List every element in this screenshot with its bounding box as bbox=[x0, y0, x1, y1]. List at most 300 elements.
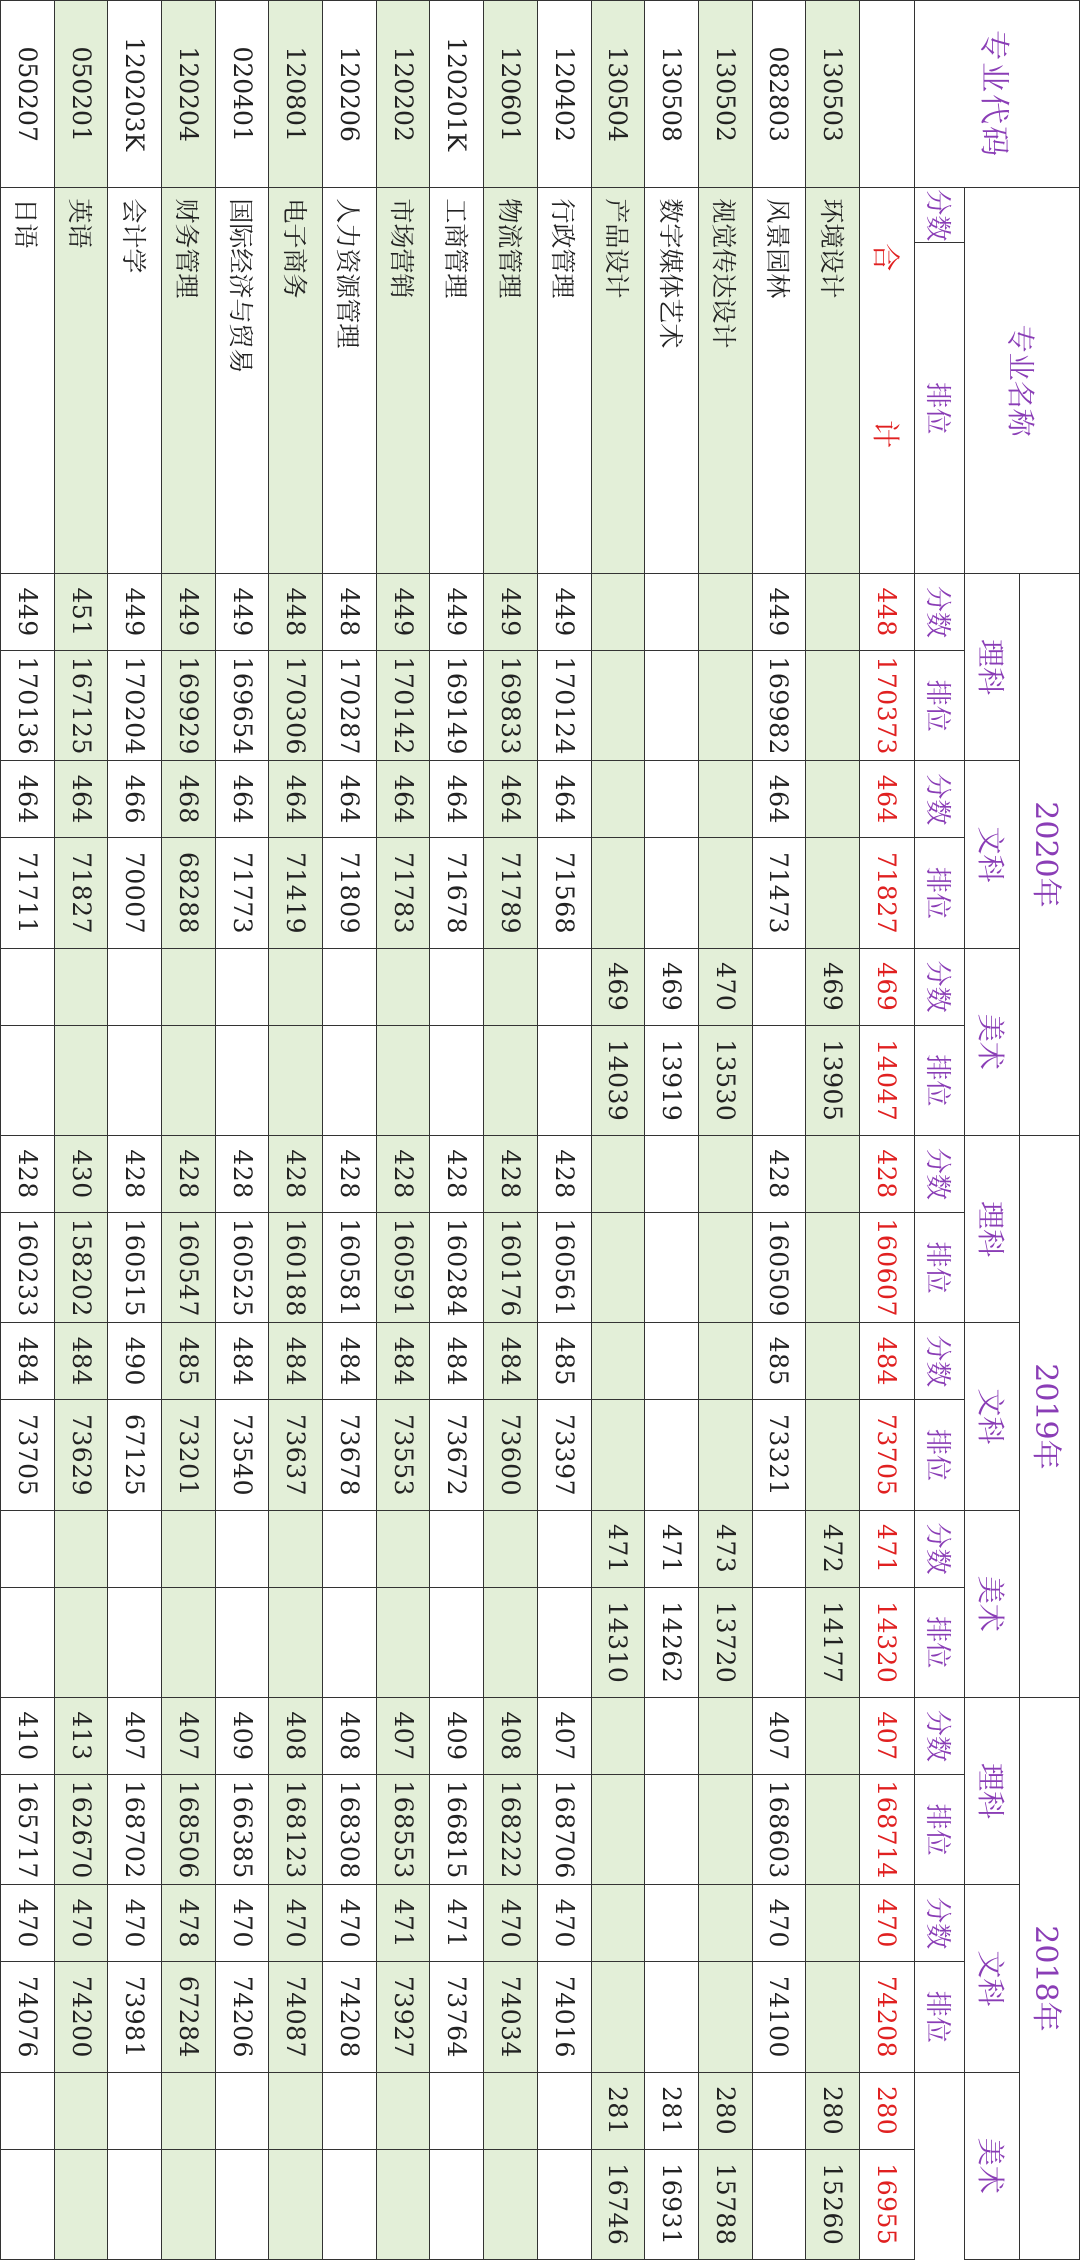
score-cell: 449 bbox=[752, 573, 806, 650]
score-cell: 472 bbox=[806, 1510, 860, 1587]
table-row bbox=[323, 1, 377, 2260]
score-cell bbox=[215, 948, 269, 1025]
score-cell bbox=[645, 1323, 699, 1400]
score-cell: 428 bbox=[323, 1135, 377, 1212]
header-name: 专业名称 bbox=[965, 188, 1080, 574]
total-value: 16955 bbox=[860, 2149, 915, 2259]
rank-cell: 73981 bbox=[108, 1962, 162, 2072]
score-cell: 470 bbox=[537, 1885, 591, 1962]
rank-cell: 168123 bbox=[269, 1775, 323, 1885]
major-name: 环境设计 bbox=[806, 188, 860, 574]
rank-cell: 168222 bbox=[484, 1775, 538, 1885]
rank-cell: 170136 bbox=[1, 651, 55, 761]
rank-cell bbox=[752, 1025, 806, 1135]
rank-cell bbox=[323, 1587, 377, 1697]
table-row bbox=[645, 1, 699, 2260]
score-cell bbox=[806, 573, 860, 650]
major-name: 市场营销 bbox=[376, 188, 430, 574]
subheader-score: 分数 bbox=[915, 1135, 965, 1212]
total-value: 73705 bbox=[860, 1400, 915, 1510]
subheader-score: 分数 bbox=[915, 573, 965, 650]
rank-cell: 14177 bbox=[806, 1587, 860, 1697]
rank-cell bbox=[54, 1587, 108, 1697]
rank-cell: 67125 bbox=[108, 1400, 162, 1510]
rank-cell: 74087 bbox=[269, 1962, 323, 2072]
score-cell bbox=[54, 2072, 108, 2149]
score-cell bbox=[591, 1885, 645, 1962]
rank-cell: 168706 bbox=[537, 1775, 591, 1885]
score-cell bbox=[645, 573, 699, 650]
score-cell: 468 bbox=[162, 761, 216, 838]
score-cell bbox=[54, 948, 108, 1025]
rank-cell: 73764 bbox=[430, 1962, 484, 2072]
total-value: 71827 bbox=[860, 838, 915, 948]
major-code: 050201 bbox=[54, 1, 108, 188]
score-cell: 280 bbox=[806, 2072, 860, 2149]
rank-cell: 73629 bbox=[54, 1400, 108, 1510]
rank-cell bbox=[806, 1400, 860, 1510]
score-cell: 470 bbox=[1, 1885, 55, 1962]
subheader-rank: 排位 bbox=[915, 1962, 965, 2072]
rank-cell: 71773 bbox=[215, 838, 269, 948]
rank-cell: 160233 bbox=[1, 1213, 55, 1323]
rank-cell bbox=[591, 1775, 645, 1885]
rank-cell: 73553 bbox=[376, 1400, 430, 1510]
rank-cell: 73637 bbox=[269, 1400, 323, 1510]
rank-cell bbox=[537, 1587, 591, 1697]
rank-cell bbox=[752, 2149, 806, 2259]
rank-cell: 73927 bbox=[376, 1962, 430, 2072]
score-cell bbox=[645, 1697, 699, 1774]
score-cell: 430 bbox=[54, 1135, 108, 1212]
rank-cell bbox=[1, 1587, 55, 1697]
major-name: 数字媒体艺术 bbox=[645, 188, 699, 574]
score-cell bbox=[698, 761, 752, 838]
table-row bbox=[591, 1, 645, 2260]
rank-cell: 168603 bbox=[752, 1775, 806, 1885]
rank-cell: 168702 bbox=[108, 1775, 162, 1885]
score-cell: 470 bbox=[108, 1885, 162, 1962]
rank-cell bbox=[484, 1025, 538, 1135]
score-cell: 407 bbox=[162, 1697, 216, 1774]
rank-cell bbox=[430, 2149, 484, 2259]
score-cell bbox=[537, 1510, 591, 1587]
score-cell bbox=[698, 1323, 752, 1400]
score-cell: 464 bbox=[1, 761, 55, 838]
major-name: 英语 bbox=[54, 188, 108, 574]
rank-cell: 74100 bbox=[752, 1962, 806, 2072]
major-code: 120201K bbox=[430, 1, 484, 188]
header-year-2019: 2019年 bbox=[1020, 1135, 1080, 1697]
table-row bbox=[430, 1, 484, 2260]
score-cell bbox=[806, 1323, 860, 1400]
score-cell: 428 bbox=[1, 1135, 55, 1212]
rank-cell bbox=[108, 2149, 162, 2259]
subheader-rank: 排位 bbox=[915, 243, 965, 574]
score-cell: 407 bbox=[537, 1697, 591, 1774]
score-cell: 471 bbox=[430, 1885, 484, 1962]
score-cell: 469 bbox=[806, 948, 860, 1025]
rank-cell: 71473 bbox=[752, 838, 806, 948]
rank-cell: 68288 bbox=[162, 838, 216, 948]
table-row bbox=[108, 1, 162, 2260]
rank-cell bbox=[269, 2149, 323, 2259]
major-code: 120202 bbox=[376, 1, 430, 188]
score-cell bbox=[162, 2072, 216, 2149]
rank-cell: 160561 bbox=[537, 1213, 591, 1323]
rank-cell bbox=[484, 1587, 538, 1697]
header-code: 专业代码 bbox=[915, 1, 1080, 188]
rank-cell bbox=[645, 1775, 699, 1885]
header-2018-fine-art: 美术 bbox=[965, 2072, 1020, 2259]
rank-cell bbox=[215, 1025, 269, 1135]
rank-cell: 169929 bbox=[162, 651, 216, 761]
rank-cell: 166815 bbox=[430, 1775, 484, 1885]
score-cell: 469 bbox=[645, 948, 699, 1025]
score-cell bbox=[323, 1510, 377, 1587]
major-code: 120206 bbox=[323, 1, 377, 188]
score-cell bbox=[645, 1885, 699, 1962]
table-row bbox=[215, 1, 269, 2260]
score-cell bbox=[323, 948, 377, 1025]
rank-cell: 13919 bbox=[645, 1025, 699, 1135]
score-cell: 485 bbox=[537, 1323, 591, 1400]
score-cell: 408 bbox=[269, 1697, 323, 1774]
total-code bbox=[860, 1, 915, 188]
rank-cell: 74016 bbox=[537, 1962, 591, 2072]
major-name: 行政管理 bbox=[537, 188, 591, 574]
rank-cell: 170204 bbox=[108, 651, 162, 761]
major-code: 020401 bbox=[215, 1, 269, 188]
major-name: 产品设计 bbox=[591, 188, 645, 574]
rank-cell bbox=[376, 2149, 430, 2259]
rank-cell bbox=[806, 1775, 860, 1885]
major-name: 日语 bbox=[1, 188, 55, 574]
score-cell bbox=[484, 2072, 538, 2149]
score-cell: 449 bbox=[484, 573, 538, 650]
subheader-rank: 排位 bbox=[915, 1213, 965, 1323]
subheader-score: 分数 bbox=[915, 1510, 965, 1587]
score-cell: 470 bbox=[484, 1885, 538, 1962]
total-value: 160607 bbox=[860, 1213, 915, 1323]
rank-cell: 73600 bbox=[484, 1400, 538, 1510]
header-2019-fine-art: 美术 bbox=[965, 1510, 1020, 1697]
total-label: 合 计 bbox=[860, 188, 915, 574]
score-cell: 478 bbox=[162, 1885, 216, 1962]
score-cell bbox=[484, 948, 538, 1025]
score-cell: 428 bbox=[162, 1135, 216, 1212]
score-cell bbox=[323, 2072, 377, 2149]
rank-cell: 14262 bbox=[645, 1587, 699, 1697]
rank-cell: 160176 bbox=[484, 1213, 538, 1323]
score-cell: 471 bbox=[376, 1885, 430, 1962]
score-cell: 407 bbox=[108, 1697, 162, 1774]
rank-cell: 73678 bbox=[323, 1400, 377, 1510]
header-2019-arts: 文科 bbox=[965, 1323, 1020, 1510]
score-cell: 428 bbox=[269, 1135, 323, 1212]
total-value: 170373 bbox=[860, 651, 915, 761]
score-cell bbox=[269, 1510, 323, 1587]
rank-cell bbox=[698, 838, 752, 948]
major-code: 130504 bbox=[591, 1, 645, 188]
score-cell bbox=[698, 573, 752, 650]
score-cell bbox=[1, 1510, 55, 1587]
header-2020-science: 理科 bbox=[965, 573, 1020, 760]
rank-cell bbox=[54, 1025, 108, 1135]
subheader-row bbox=[915, 1, 965, 2260]
rank-cell: 73672 bbox=[430, 1400, 484, 1510]
score-cell: 448 bbox=[269, 573, 323, 650]
table-row bbox=[376, 1, 430, 2260]
rank-cell: 170287 bbox=[323, 651, 377, 761]
score-cell: 428 bbox=[108, 1135, 162, 1212]
subheader-score: 分数 bbox=[915, 188, 965, 243]
score-cell bbox=[108, 1510, 162, 1587]
rank-cell: 160591 bbox=[376, 1213, 430, 1323]
score-cell: 464 bbox=[54, 761, 108, 838]
rank-cell: 71678 bbox=[430, 838, 484, 948]
score-cell bbox=[806, 1697, 860, 1774]
score-cell: 449 bbox=[430, 573, 484, 650]
score-cell bbox=[215, 1510, 269, 1587]
score-cell: 428 bbox=[376, 1135, 430, 1212]
score-cell: 464 bbox=[752, 761, 806, 838]
rank-cell bbox=[162, 2149, 216, 2259]
major-name: 会计学 bbox=[108, 188, 162, 574]
score-cell bbox=[752, 948, 806, 1025]
score-cell bbox=[806, 1135, 860, 1212]
rank-cell: 170124 bbox=[537, 651, 591, 761]
rank-cell bbox=[108, 1587, 162, 1697]
rank-cell: 74034 bbox=[484, 1962, 538, 2072]
rank-cell bbox=[591, 1213, 645, 1323]
rank-cell bbox=[269, 1025, 323, 1135]
score-cell bbox=[752, 1510, 806, 1587]
rank-cell bbox=[645, 1400, 699, 1510]
score-cell bbox=[162, 948, 216, 1025]
major-code: 050207 bbox=[1, 1, 55, 188]
subheader-rank: 排位 bbox=[915, 1400, 965, 1510]
rank-cell: 170142 bbox=[376, 651, 430, 761]
rank-cell: 160525 bbox=[215, 1213, 269, 1323]
score-cell bbox=[269, 948, 323, 1025]
subheader-rank: 排位 bbox=[915, 1025, 965, 1135]
rank-cell bbox=[215, 2149, 269, 2259]
score-cell: 410 bbox=[1, 1697, 55, 1774]
header-year-2018: 2018年 bbox=[1020, 1697, 1080, 2259]
score-cell bbox=[430, 948, 484, 1025]
rank-cell: 73705 bbox=[1, 1400, 55, 1510]
score-cell: 470 bbox=[269, 1885, 323, 1962]
subheader-score: 分数 bbox=[915, 1697, 965, 1774]
score-cell: 280 bbox=[698, 2072, 752, 2149]
score-cell: 484 bbox=[323, 1323, 377, 1400]
total-value: 407 bbox=[860, 1697, 915, 1774]
score-cell bbox=[1, 2072, 55, 2149]
total-value: 484 bbox=[860, 1323, 915, 1400]
rank-cell: 15260 bbox=[806, 2149, 860, 2259]
table-row bbox=[1, 1, 55, 2260]
score-cell: 451 bbox=[54, 573, 108, 650]
major-code: 130508 bbox=[645, 1, 699, 188]
score-cell bbox=[537, 948, 591, 1025]
rank-cell: 73201 bbox=[162, 1400, 216, 1510]
total-value: 280 bbox=[860, 2072, 915, 2149]
major-code: 130502 bbox=[698, 1, 752, 188]
score-cell bbox=[537, 2072, 591, 2149]
score-cell: 470 bbox=[698, 948, 752, 1025]
score-cell: 281 bbox=[645, 2072, 699, 2149]
total-value: 14047 bbox=[860, 1025, 915, 1135]
score-cell: 470 bbox=[752, 1885, 806, 1962]
rank-cell: 169149 bbox=[430, 651, 484, 761]
score-cell bbox=[162, 1510, 216, 1587]
score-cell: 464 bbox=[269, 761, 323, 838]
score-cell: 464 bbox=[484, 761, 538, 838]
score-cell: 464 bbox=[215, 761, 269, 838]
score-cell: 281 bbox=[591, 2072, 645, 2149]
score-cell: 484 bbox=[54, 1323, 108, 1400]
score-cell: 464 bbox=[376, 761, 430, 838]
total-value: 14320 bbox=[860, 1587, 915, 1697]
rank-cell: 16931 bbox=[645, 2149, 699, 2259]
rank-cell: 67284 bbox=[162, 1962, 216, 2072]
score-cell: 484 bbox=[430, 1323, 484, 1400]
rank-cell bbox=[108, 1025, 162, 1135]
table-row bbox=[752, 1, 806, 2260]
total-value: 469 bbox=[860, 948, 915, 1025]
score-cell bbox=[806, 1885, 860, 1962]
header-2018-arts: 文科 bbox=[965, 1885, 1020, 2072]
score-cell bbox=[54, 1510, 108, 1587]
major-name: 国际经济与贸易 bbox=[215, 188, 269, 574]
rank-cell bbox=[698, 1962, 752, 2072]
score-cell: 484 bbox=[269, 1323, 323, 1400]
rank-cell: 13530 bbox=[698, 1025, 752, 1135]
major-name: 物流管理 bbox=[484, 188, 538, 574]
score-cell: 484 bbox=[376, 1323, 430, 1400]
score-cell: 484 bbox=[1, 1323, 55, 1400]
score-cell bbox=[376, 1510, 430, 1587]
rank-cell bbox=[698, 651, 752, 761]
score-cell bbox=[108, 2072, 162, 2149]
score-cell: 449 bbox=[1, 573, 55, 650]
rank-cell bbox=[698, 1400, 752, 1510]
score-cell: 466 bbox=[108, 761, 162, 838]
table-row bbox=[54, 1, 108, 2260]
rank-cell bbox=[430, 1025, 484, 1135]
rank-cell: 16746 bbox=[591, 2149, 645, 2259]
table-row bbox=[806, 1, 860, 2260]
rank-cell: 162670 bbox=[54, 1775, 108, 1885]
score-cell bbox=[591, 1323, 645, 1400]
major-name: 视觉传达设计 bbox=[698, 188, 752, 574]
rank-cell bbox=[54, 2149, 108, 2259]
table-row bbox=[537, 1, 591, 2260]
rank-cell: 166385 bbox=[215, 1775, 269, 1885]
rank-cell: 71827 bbox=[54, 838, 108, 948]
major-code: 120203K bbox=[108, 1, 162, 188]
rank-cell: 160581 bbox=[323, 1213, 377, 1323]
rank-cell: 160515 bbox=[108, 1213, 162, 1323]
rank-cell: 168553 bbox=[376, 1775, 430, 1885]
rank-cell bbox=[698, 1213, 752, 1323]
rank-cell bbox=[1, 1025, 55, 1135]
rank-cell: 13720 bbox=[698, 1587, 752, 1697]
header-2020-fine-art: 美术 bbox=[965, 948, 1020, 1135]
score-cell: 449 bbox=[108, 573, 162, 650]
total-value: 471 bbox=[860, 1510, 915, 1587]
major-code: 120204 bbox=[162, 1, 216, 188]
table-row bbox=[269, 1, 323, 2260]
rank-cell bbox=[698, 1775, 752, 1885]
score-cell: 485 bbox=[162, 1323, 216, 1400]
score-cell bbox=[752, 2072, 806, 2149]
rank-cell: 160547 bbox=[162, 1213, 216, 1323]
rank-cell: 168506 bbox=[162, 1775, 216, 1885]
score-cell bbox=[806, 761, 860, 838]
score-cell bbox=[430, 2072, 484, 2149]
rank-cell: 14310 bbox=[591, 1587, 645, 1697]
rank-cell bbox=[215, 1587, 269, 1697]
score-cell: 470 bbox=[215, 1885, 269, 1962]
table-row bbox=[484, 1, 538, 2260]
rank-cell: 71809 bbox=[323, 838, 377, 948]
score-cell: 449 bbox=[376, 573, 430, 650]
score-cell: 413 bbox=[54, 1697, 108, 1774]
rank-cell bbox=[752, 1587, 806, 1697]
rank-cell bbox=[645, 838, 699, 948]
total-value: 448 bbox=[860, 573, 915, 650]
rank-cell: 73397 bbox=[537, 1400, 591, 1510]
score-cell: 409 bbox=[215, 1697, 269, 1774]
rank-cell bbox=[162, 1025, 216, 1135]
total-row bbox=[860, 1, 915, 2260]
score-cell bbox=[269, 2072, 323, 2149]
major-name: 电子商务 bbox=[269, 188, 323, 574]
rank-cell: 71789 bbox=[484, 838, 538, 948]
rank-cell: 165717 bbox=[1, 1775, 55, 1885]
rank-cell: 74206 bbox=[215, 1962, 269, 2072]
major-code: 120601 bbox=[484, 1, 538, 188]
rank-cell: 74208 bbox=[323, 1962, 377, 2072]
rank-cell: 74076 bbox=[1, 1962, 55, 2072]
rank-cell: 167125 bbox=[54, 651, 108, 761]
score-cell: 428 bbox=[430, 1135, 484, 1212]
subheader-rank: 排位 bbox=[915, 1775, 965, 1885]
rank-cell bbox=[645, 651, 699, 761]
rank-cell bbox=[806, 838, 860, 948]
score-cell: 409 bbox=[430, 1697, 484, 1774]
score-cell: 407 bbox=[376, 1697, 430, 1774]
rank-cell bbox=[591, 1962, 645, 2072]
score-cell bbox=[108, 948, 162, 1025]
score-cell bbox=[645, 1135, 699, 1212]
subheader-score: 分数 bbox=[915, 948, 965, 1025]
rank-cell bbox=[269, 1587, 323, 1697]
rank-cell bbox=[484, 2149, 538, 2259]
rank-cell bbox=[376, 1025, 430, 1135]
rank-cell bbox=[806, 1213, 860, 1323]
rank-cell: 170306 bbox=[269, 651, 323, 761]
major-code: 120801 bbox=[269, 1, 323, 188]
score-cell bbox=[215, 2072, 269, 2149]
score-cell: 449 bbox=[215, 573, 269, 650]
major-name: 财务管理 bbox=[162, 188, 216, 574]
score-cell: 464 bbox=[430, 761, 484, 838]
table-row bbox=[162, 1, 216, 2260]
rank-cell: 70007 bbox=[108, 838, 162, 948]
